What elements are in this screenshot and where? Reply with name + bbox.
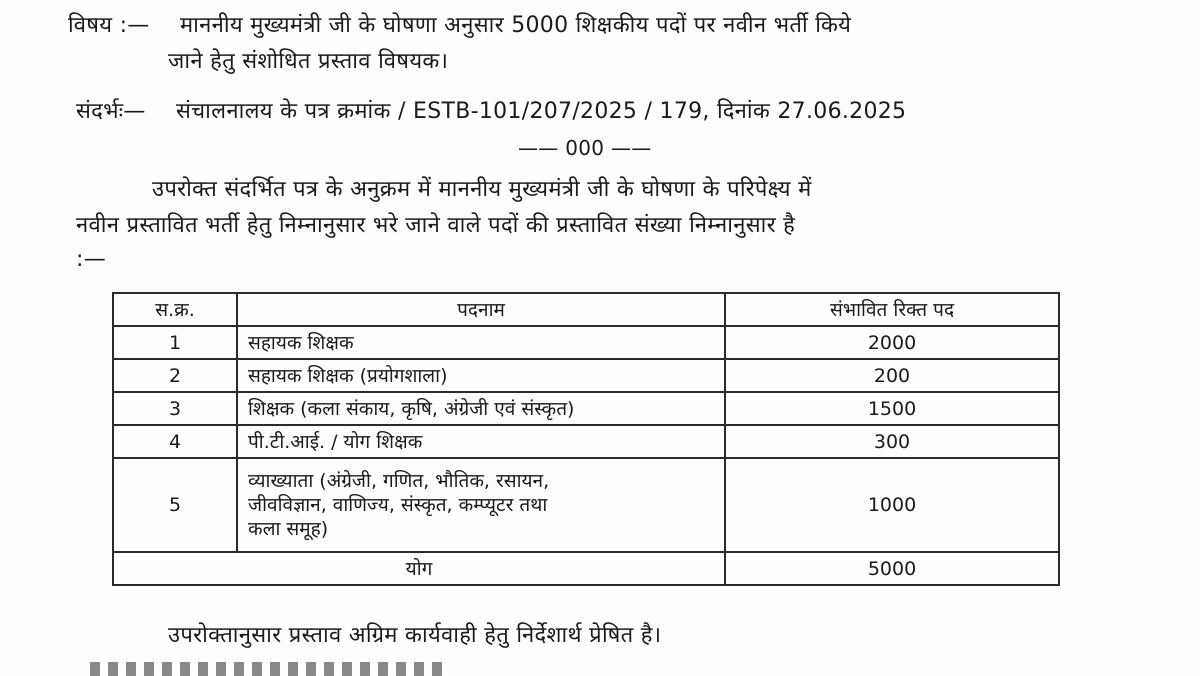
row-serial-no: 2 (113, 359, 237, 392)
row-vacant-count: 200 (725, 359, 1059, 392)
table-row (113, 458, 1059, 552)
row-vacant-count: 2000 (725, 326, 1059, 359)
header-vacant-posts: संभावित रिक्त पद (725, 293, 1059, 326)
header-serial-no: स.क्र. (113, 293, 237, 326)
header-post-name: पदनाम (237, 293, 725, 326)
row-post-name: व्याख्याता (अंग्रेजी, गणित, भौतिक, रसायन, जीवविज्ञान, वाणिज्य, संस्कृत, कम्प्यूटर तथा कला समूह) (237, 458, 725, 552)
row-vacant-count: 1500 (725, 392, 1059, 425)
subject-line-1: माननीय मुख्यमंत्री जी के घोषणा अनुसार 5000 शिक्षकीय पदों पर नवीन भर्ती किये (180, 13, 852, 38)
row-post-name: सहायक शिक्षक (237, 326, 725, 359)
table-row (113, 326, 1059, 359)
body-line-1: उपरोक्त संदर्भित पत्र के अनुक्रम में माननीय मुख्यमंत्री जी के घोषणा के परिपेक्ष्य में (152, 177, 812, 202)
subject-line-2: जाने हेतु संशोधित प्रस्ताव विषयक। (168, 49, 449, 74)
row-post-name: सहायक शिक्षक (प्रयोगशाला) (237, 359, 725, 392)
separator: —— 000 —— (518, 136, 652, 160)
body-line-2: नवीन प्रस्तावित भर्ती हेतु निम्नानुसार भरे जाने वाले पदों की प्रस्तावित संख्या निम्नानुसार है (76, 213, 796, 238)
total-label: योग (113, 552, 725, 585)
row-serial-no: 1 (113, 326, 237, 359)
table-row (113, 359, 1059, 392)
reference-label: संदर्भः— (76, 99, 146, 124)
table-row (113, 392, 1059, 425)
reference-text: संचालनालय के पत्र क्रमांक / ESTB-101/207/2025 / 179, दिनांक 27.06.2025 (176, 99, 907, 124)
row-post-name: शिक्षक (कला संकाय, कृषि, अंग्रेजी एवं संस्कृत) (237, 392, 725, 425)
total-value: 5000 (725, 552, 1059, 585)
row-vacant-count: 300 (725, 425, 1059, 458)
row-post-name: पी.टी.आई. / योग शिक्षक (237, 425, 725, 458)
row-vacant-count: 1000 (725, 458, 1059, 552)
table-header-row (113, 293, 1059, 326)
table-row (113, 425, 1059, 458)
body-line-3: :— (76, 247, 107, 272)
row-serial-no: 4 (113, 425, 237, 458)
row-serial-no: 5 (113, 458, 237, 552)
footer-text: उपरोक्तानुसार प्रस्ताव अग्रिम कार्यवाही हेतु निर्देशार्थ प्रेषित है। (168, 623, 662, 648)
table-total-row (113, 552, 1059, 585)
posts-table (112, 292, 1060, 586)
subject-label: विषय :— (68, 13, 150, 38)
row-serial-no: 3 (113, 392, 237, 425)
cut-off-text-line (90, 662, 450, 676)
